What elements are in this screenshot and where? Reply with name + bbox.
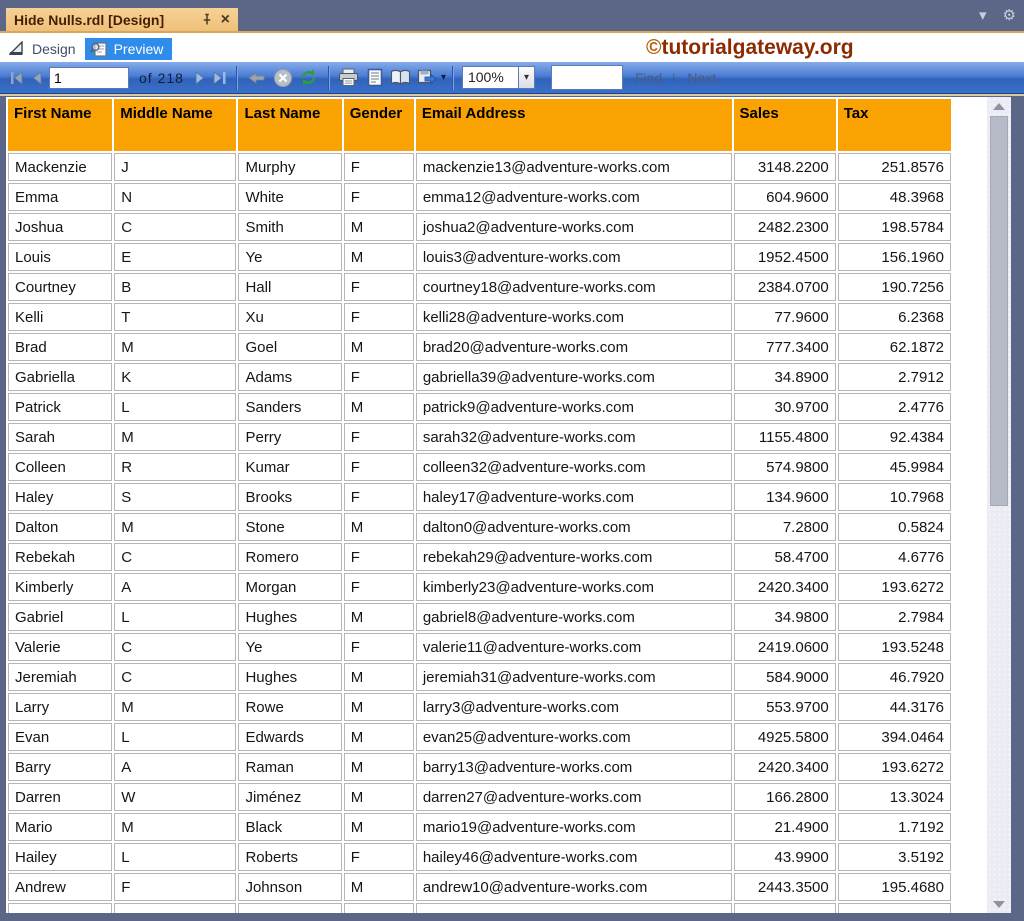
print-button[interactable] [336, 67, 362, 89]
cell-tax: 46.7920 [838, 663, 951, 691]
cell-tax: 2.7912 [838, 363, 951, 391]
cell-middle-name: S [114, 483, 236, 511]
scrollbar-thumb[interactable] [990, 116, 1008, 506]
cell-tax: 10.7968 [838, 483, 951, 511]
cell-first-name: Kimberly [8, 573, 112, 601]
find-button[interactable]: Find [634, 69, 663, 86]
cell-first-name: Courtney [8, 273, 112, 301]
cell-sales: 3148.2200 [734, 153, 836, 181]
zoom-dropdown-caret-icon[interactable]: ▾ [518, 66, 535, 89]
cell-first-name: Joshua [8, 213, 112, 241]
cell-last-name: Stone [238, 513, 341, 541]
scroll-up-arrow-icon [993, 103, 1005, 110]
cell-tax: 62.1872 [838, 333, 951, 361]
cell-first-name: Larry [8, 693, 112, 721]
cell-last-name: Perry [238, 423, 341, 451]
table-row [8, 153, 951, 181]
next-result-button[interactable]: Next [687, 69, 717, 86]
table-row [8, 663, 951, 691]
cell-middle-name: R [114, 453, 236, 481]
scroll-up-button[interactable] [987, 97, 1011, 115]
cell-middle-name: K [114, 363, 236, 391]
cell-first-name: Brad [8, 333, 112, 361]
header-cell-last-name: Last Name [238, 99, 341, 151]
cell-email-address: evan25@adventure-works.com [416, 723, 732, 751]
table-row [8, 483, 951, 511]
cell-middle-name: M [114, 513, 236, 541]
cell-email-address: courtney18@adventure-works.com [416, 273, 732, 301]
cell-tax: 48.3968 [838, 183, 951, 211]
window-dropdown-chevron-icon[interactable]: ▾ [979, 7, 987, 24]
cell-gender: M [344, 393, 414, 421]
scroll-down-arrow-icon [993, 901, 1005, 908]
cell-email-address: colleen32@adventure-works.com [416, 453, 732, 481]
cell-tax: 1.7192 [838, 813, 951, 841]
cell-tax: 251.8576 [838, 153, 951, 181]
cell-middle-name: C [114, 663, 236, 691]
watermark [646, 36, 854, 60]
previous-page-button[interactable] [27, 67, 47, 89]
title-bar [0, 0, 1024, 31]
tab-design-label: Design [32, 40, 76, 57]
cell-gender: F [344, 633, 414, 661]
cell-first-name: Mario [8, 813, 112, 841]
cell-last-name: Romero [238, 543, 341, 571]
cell-sales: 2443.3500 [734, 873, 836, 901]
first-page-button[interactable] [7, 67, 27, 89]
cell-tax: 156.1960 [838, 243, 951, 271]
cell-tax: 3.5192 [838, 843, 951, 871]
cell-middle-name: M [114, 813, 236, 841]
cell-tax: 4.6776 [838, 543, 951, 571]
cell-tax: 394.0464 [838, 723, 951, 751]
table-row [8, 333, 951, 361]
cell-email-address: louis3@adventure-works.com [416, 243, 732, 271]
cell-sales: 2420.3400 [734, 573, 836, 601]
cell-email-address: brad20@adventure-works.com [416, 333, 732, 361]
cell-first-name: Haley [8, 483, 112, 511]
design-ruler-icon [9, 41, 26, 56]
table-row-partial [8, 903, 951, 913]
cell-email-address: barry13@adventure-works.com [416, 753, 732, 781]
table-row [8, 843, 951, 871]
cell-last-name: Hall [238, 273, 341, 301]
cell-first-name: Hailey [8, 843, 112, 871]
cell-sales: 553.9700 [734, 693, 836, 721]
tab-preview[interactable] [85, 38, 173, 60]
watermark-text: tutorialgateway.org [661, 36, 854, 59]
cell-middle-name: E [114, 243, 236, 271]
cell-first-name: Darren [8, 783, 112, 811]
cell-sales: 43.9900 [734, 843, 836, 871]
cell-gender: F [344, 273, 414, 301]
cell-sales: 34.8900 [734, 363, 836, 391]
cell-email-address: mario19@adventure-works.com [416, 813, 732, 841]
cell-sales: 2482.2300 [734, 213, 836, 241]
cell-gender: M [344, 783, 414, 811]
table-row [8, 723, 951, 751]
cell-first-name: Emma [8, 183, 112, 211]
last-page-button[interactable] [210, 67, 230, 89]
cell-gender: F [344, 183, 414, 211]
cell-first-name: Rebekah [8, 543, 112, 571]
page-setup-button[interactable] [388, 67, 414, 89]
cell-email-address: andrew10@adventure-works.com [416, 873, 732, 901]
table-row [8, 453, 951, 481]
cell-first-name: Jeremiah [8, 663, 112, 691]
cell-last-name: Roberts [238, 843, 341, 871]
cell-tax: 92.4384 [838, 423, 951, 451]
document-tab[interactable] [6, 8, 238, 31]
table-row [8, 693, 951, 721]
cell-gender: M [344, 603, 414, 631]
cell-gender: M [344, 813, 414, 841]
watermark-copyright-symbol: © [646, 36, 662, 59]
cell-gender: M [344, 333, 414, 361]
cell-last-name: Goel [238, 333, 341, 361]
cell-middle-name: M [114, 693, 236, 721]
cell-middle-name: W [114, 783, 236, 811]
toolbar-separator [452, 66, 454, 90]
table-row [8, 423, 951, 451]
zoom-value: 100% [462, 66, 518, 89]
cell-last-name: Brooks [238, 483, 341, 511]
cell-first-name: Gabriella [8, 363, 112, 391]
cell-sales: 166.2800 [734, 783, 836, 811]
cell-sales: 2384.0700 [734, 273, 836, 301]
table-row [8, 513, 951, 541]
table-row [8, 813, 951, 841]
table-row [8, 303, 951, 331]
cell-tax: 44.3176 [838, 693, 951, 721]
cell-gender [344, 903, 414, 913]
cell-middle-name: A [114, 753, 236, 781]
cell-middle-name: L [114, 603, 236, 631]
toolbar-separator [328, 66, 330, 90]
cell-gender: M [344, 513, 414, 541]
cell-sales: 30.9700 [734, 393, 836, 421]
cell-tax: 198.5784 [838, 213, 951, 241]
cell-sales: 21.4900 [734, 813, 836, 841]
cell-first-name: Valerie [8, 633, 112, 661]
back-to-parent-button[interactable] [244, 67, 270, 89]
cell-middle-name: L [114, 393, 236, 421]
cell-gender: F [344, 363, 414, 391]
cell-middle-name: M [114, 333, 236, 361]
cell-gender: F [344, 573, 414, 601]
cell-tax: 195.4680 [838, 873, 951, 901]
cell-sales: 1155.4800 [734, 423, 836, 451]
cell-middle-name: A [114, 573, 236, 601]
table-header-row [8, 99, 951, 151]
cell-email-address: jeremiah31@adventure-works.com [416, 663, 732, 691]
cell-middle-name [114, 903, 236, 913]
view-tab-strip [0, 31, 1024, 62]
cell-last-name: Ye [238, 633, 341, 661]
find-text-input[interactable] [551, 65, 623, 90]
settings-gear-icon[interactable]: ⚙ [1002, 7, 1016, 24]
cell-tax: 13.3024 [838, 783, 951, 811]
cell-gender: M [344, 873, 414, 901]
cell-tax: 193.6272 [838, 573, 951, 601]
cell-sales: 134.9600 [734, 483, 836, 511]
cell-gender: F [344, 303, 414, 331]
export-button[interactable] [414, 67, 440, 89]
table-row [8, 243, 951, 271]
header-cell-tax: Tax [838, 99, 951, 151]
cell-last-name: Kumar [238, 453, 341, 481]
cell-last-name: Sanders [238, 393, 341, 421]
cell-sales: 4925.5800 [734, 723, 836, 751]
cell-middle-name: B [114, 273, 236, 301]
close-icon[interactable]: × [220, 10, 230, 28]
cell-last-name [238, 903, 341, 913]
find-next-separator: ǀ [672, 70, 676, 85]
cell-gender: M [344, 243, 414, 271]
cell-gender: M [344, 213, 414, 241]
document-tab-title: Hide Nulls.rdl [Design] [14, 11, 165, 28]
cell-middle-name: J [114, 153, 236, 181]
table-row [8, 183, 951, 211]
cell-email-address: valerie11@adventure-works.com [416, 633, 732, 661]
titlebar-controls [979, 6, 1016, 24]
cell-last-name: Johnson [238, 873, 341, 901]
tab-preview-label: Preview [113, 40, 164, 57]
cell-email-address: gabriella39@adventure-works.com [416, 363, 732, 391]
table-row [8, 573, 951, 601]
cell-first-name: Gabriel [8, 603, 112, 631]
pin-icon[interactable] [201, 13, 213, 26]
cell-first-name: Colleen [8, 453, 112, 481]
cell-email-address: gabriel8@adventure-works.com [416, 603, 732, 631]
cell-first-name: Kelli [8, 303, 112, 331]
cell-email-address: hailey46@adventure-works.com [416, 843, 732, 871]
cell-email-address: emma12@adventure-works.com [416, 183, 732, 211]
next-page-button[interactable] [190, 67, 210, 89]
cell-middle-name: C [114, 633, 236, 661]
cell-last-name: Raman [238, 753, 341, 781]
cell-first-name: Andrew [8, 873, 112, 901]
cell-gender: F [344, 453, 414, 481]
page-number-input[interactable] [49, 67, 129, 89]
table-row [8, 633, 951, 661]
cell-first-name [8, 903, 112, 913]
vertical-scrollbar[interactable] [987, 97, 1011, 913]
cell-tax: 190.7256 [838, 273, 951, 301]
header-cell-middle-name: Middle Name [114, 99, 236, 151]
cell-first-name: Evan [8, 723, 112, 751]
cell-last-name: Adams [238, 363, 341, 391]
cell-email-address: kelli28@adventure-works.com [416, 303, 732, 331]
table-row [8, 273, 951, 301]
cell-last-name: White [238, 183, 341, 211]
cell-sales: 574.9800 [734, 453, 836, 481]
zoom-select[interactable] [462, 66, 535, 89]
stop-rendering-button[interactable] [270, 67, 296, 89]
refresh-button[interactable] [296, 67, 322, 89]
cell-gender: F [344, 153, 414, 181]
cell-last-name: Hughes [238, 603, 341, 631]
cell-first-name: Dalton [8, 513, 112, 541]
cell-sales: 1952.4500 [734, 243, 836, 271]
cell-gender: M [344, 663, 414, 691]
report-page [6, 97, 993, 913]
cell-sales: 2420.3400 [734, 753, 836, 781]
cell-sales [734, 903, 836, 913]
cell-middle-name: T [114, 303, 236, 331]
cell-middle-name: F [114, 873, 236, 901]
tab-design[interactable] [4, 38, 85, 60]
cell-gender: F [344, 543, 414, 571]
table-row [8, 873, 951, 901]
cell-first-name: Barry [8, 753, 112, 781]
cell-last-name: Black [238, 813, 341, 841]
cell-gender: M [344, 753, 414, 781]
cell-sales: 7.2800 [734, 513, 836, 541]
cell-gender: M [344, 723, 414, 751]
cell-sales: 58.4700 [734, 543, 836, 571]
preview-report-icon [90, 41, 108, 57]
cell-email-address [416, 903, 732, 913]
cell-email-address: kimberly23@adventure-works.com [416, 573, 732, 601]
cell-email-address: rebekah29@adventure-works.com [416, 543, 732, 571]
cell-last-name: Morgan [238, 573, 341, 601]
cell-last-name: Hughes [238, 663, 341, 691]
cell-last-name: Edwards [238, 723, 341, 751]
table-row [8, 363, 951, 391]
cell-tax: 0.5824 [838, 513, 951, 541]
cell-sales: 2419.0600 [734, 633, 836, 661]
table-row [8, 213, 951, 241]
cell-gender: M [344, 693, 414, 721]
cell-sales: 604.9600 [734, 183, 836, 211]
page-count-label: of 218 [139, 69, 184, 86]
cell-first-name: Mackenzie [8, 153, 112, 181]
cell-last-name: Xu [238, 303, 341, 331]
cell-tax: 45.9984 [838, 453, 951, 481]
cell-email-address: joshua2@adventure-works.com [416, 213, 732, 241]
cell-last-name: Jiménez [238, 783, 341, 811]
cell-gender: F [344, 483, 414, 511]
cell-email-address: darren27@adventure-works.com [416, 783, 732, 811]
cell-tax: 2.7984 [838, 603, 951, 631]
cell-last-name: Rowe [238, 693, 341, 721]
cell-tax: 193.6272 [838, 753, 951, 781]
toolbar-separator [236, 66, 238, 90]
report-content-area [0, 94, 1024, 921]
report-toolbar [0, 62, 1024, 94]
report-table [6, 97, 953, 913]
export-dropdown-caret-icon[interactable]: ▾ [440, 72, 446, 83]
cell-sales: 34.9800 [734, 603, 836, 631]
cell-middle-name: M [114, 423, 236, 451]
cell-first-name: Louis [8, 243, 112, 271]
cell-email-address: mackenzie13@adventure-works.com [416, 153, 732, 181]
cell-last-name: Ye [238, 243, 341, 271]
cell-middle-name: N [114, 183, 236, 211]
header-cell-email-address: Email Address [416, 99, 732, 151]
cell-email-address: haley17@adventure-works.com [416, 483, 732, 511]
cell-sales: 777.3400 [734, 333, 836, 361]
print-layout-button[interactable] [362, 67, 388, 89]
header-cell-gender: Gender [344, 99, 414, 151]
cell-sales: 584.9000 [734, 663, 836, 691]
table-row [8, 393, 951, 421]
cell-gender: F [344, 843, 414, 871]
table-row [8, 753, 951, 781]
cell-last-name: Smith [238, 213, 341, 241]
cell-middle-name: C [114, 543, 236, 571]
scroll-down-button[interactable] [987, 895, 1011, 913]
cell-tax: 2.4776 [838, 393, 951, 421]
header-cell-first-name: First Name [8, 99, 112, 151]
cell-tax [838, 903, 951, 913]
cell-email-address: patrick9@adventure-works.com [416, 393, 732, 421]
cell-middle-name: L [114, 723, 236, 751]
cell-gender: F [344, 423, 414, 451]
cell-email-address: sarah32@adventure-works.com [416, 423, 732, 451]
cell-last-name: Murphy [238, 153, 341, 181]
cell-email-address: dalton0@adventure-works.com [416, 513, 732, 541]
cell-tax: 6.2368 [838, 303, 951, 331]
cell-tax: 193.5248 [838, 633, 951, 661]
cell-email-address: larry3@adventure-works.com [416, 693, 732, 721]
table-row [8, 783, 951, 811]
cell-middle-name: L [114, 843, 236, 871]
cell-sales: 77.9600 [734, 303, 836, 331]
table-row [8, 603, 951, 631]
table-row [8, 543, 951, 571]
cell-middle-name: C [114, 213, 236, 241]
cell-first-name: Patrick [8, 393, 112, 421]
cell-first-name: Sarah [8, 423, 112, 451]
header-cell-sales: Sales [734, 99, 836, 151]
